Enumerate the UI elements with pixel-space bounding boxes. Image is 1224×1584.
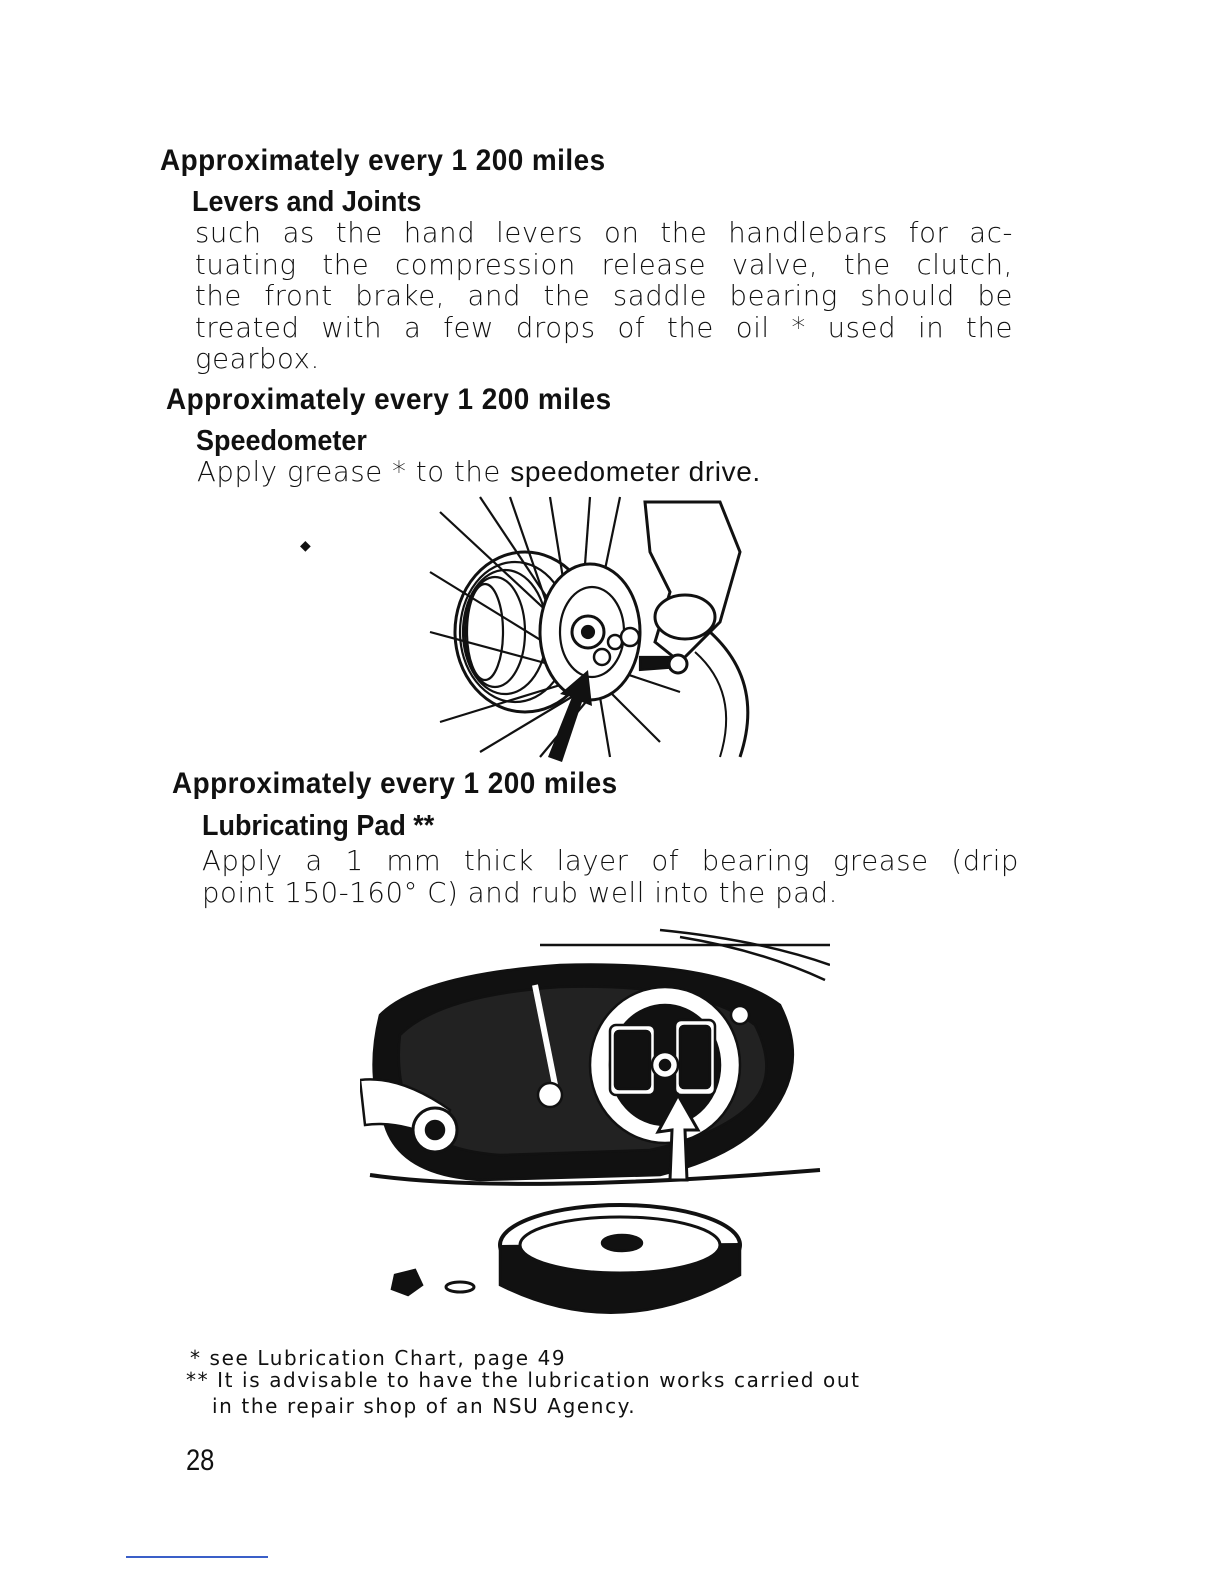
section-2-subheading: Speedometer <box>196 425 367 457</box>
footnote-1: * see Lubrication Chart, page 49 <box>190 1346 567 1370</box>
section-3-subheading: Lubricating Pad ** <box>202 810 435 842</box>
section-3-paragraph <box>202 846 1019 909</box>
paragraph-line: gearbox. <box>195 343 320 375</box>
page-number: 28 <box>186 1444 215 1477</box>
paragraph-line: the front brake, and the saddle bearing should be <box>195 280 1013 312</box>
lubricating-pad-illustration <box>360 925 830 1325</box>
section-1-heading: Approximately every 1 200 miles <box>160 144 606 177</box>
paragraph-line: such as the hand levers on the handlebars for ac- <box>195 217 1013 249</box>
speedometer-text: Apply grease * to the <box>197 456 511 488</box>
footnote-2: ** It is advisable to have the lubrication works carried out <box>186 1368 861 1392</box>
speedometer-drive-text: speedometer drive. <box>510 456 761 487</box>
bottom-rule <box>126 1556 268 1558</box>
paragraph-line: treated with a few drops of the oil * used in the <box>195 311 1013 344</box>
section-3-heading: Approximately every 1 200 miles <box>172 767 618 800</box>
paragraph-line: Apply a 1 mm thick layer of bearing grease (drip <box>202 845 1019 877</box>
footnote-2-continued: in the repair shop of an NSU Agency. <box>212 1394 637 1418</box>
paragraph-line: point 150-160° C) and rub well into the pad. <box>202 876 838 909</box>
paragraph-line: tuating the compression release valve, the clutch, <box>195 248 1013 281</box>
section-2-heading: Approximately every 1 200 miles <box>166 383 612 416</box>
speedometer-drive-illustration <box>420 492 770 762</box>
section-1-subheading: Levers and Joints <box>192 186 422 218</box>
section-1-paragraph <box>195 218 1013 376</box>
speck-mark: ◆ <box>300 538 311 554</box>
section-2-paragraph <box>197 456 1017 489</box>
